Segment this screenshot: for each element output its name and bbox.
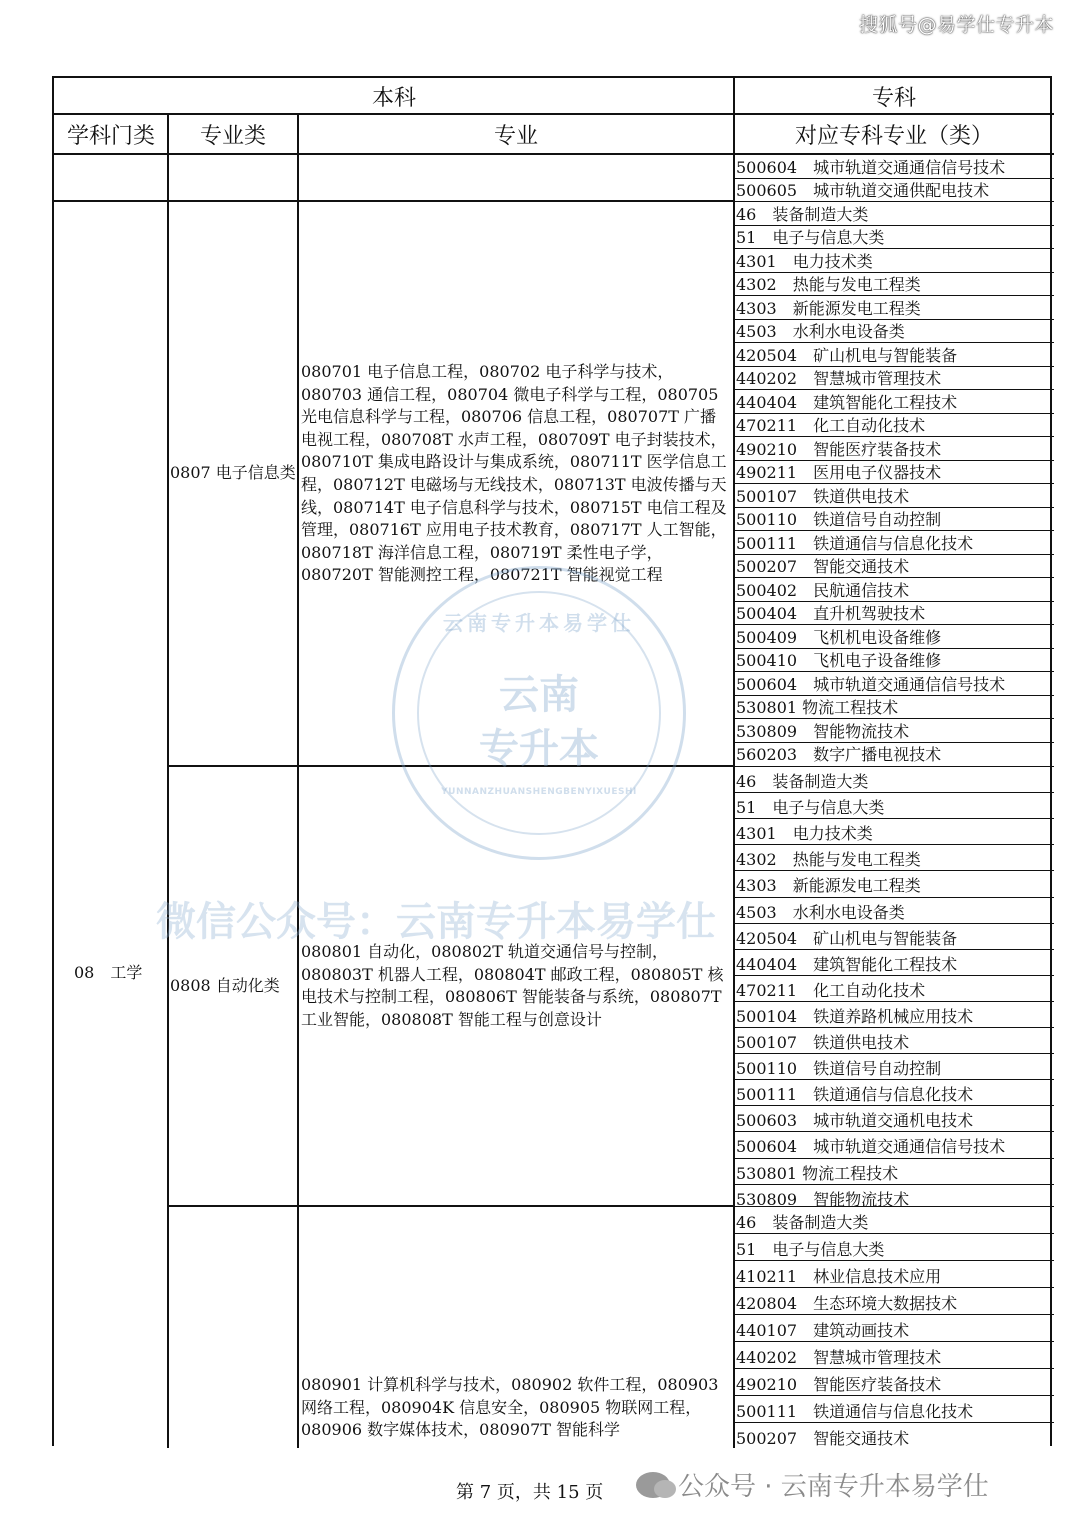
stamp-pinyin: YUNNANZHUANSHENGBENYIXUESHI bbox=[441, 787, 637, 797]
major-class-0808: 0808 自动化类 bbox=[170, 976, 280, 995]
zhuanke-row: 420504 矿山机电与智能装备 bbox=[734, 923, 1054, 949]
source-watermark: 搜狐号@易学仕专升本 bbox=[858, 14, 1054, 36]
zhuanke-row: 440404 建筑智能化工程技术 bbox=[734, 949, 1054, 975]
zhuanke-row: 46 装备制造大类 bbox=[734, 1206, 1054, 1233]
header-benke: 本科 bbox=[371, 85, 416, 111]
zhuanke-row: 470211 化工自动化技术 bbox=[734, 413, 1054, 437]
zhuanke-row: 500110 铁道信号自动控制 bbox=[734, 507, 1054, 531]
zhuanke-row: 560203 数字广播电视技术 bbox=[734, 742, 1054, 766]
major-class-0807: 0807 电子信息类 bbox=[170, 463, 296, 482]
header-major-class: 专业类 bbox=[199, 123, 266, 149]
wechat-icon bbox=[636, 1472, 670, 1498]
zhuanke-row: 4301 电力技术类 bbox=[734, 818, 1054, 844]
wechat-account-mark bbox=[636, 1466, 989, 1503]
zhuanke-row: 500111 铁道通信与信息化技术 bbox=[734, 1079, 1054, 1105]
zhuanke-row: 530801 物流工程技术 bbox=[734, 1158, 1054, 1184]
zhuanke-row: 500110 铁道信号自动控制 bbox=[734, 1053, 1054, 1079]
stamp-arc-text: 云南专升本易学仕 bbox=[443, 611, 635, 635]
zhuanke-row: 51 电子与信息大类 bbox=[734, 225, 1054, 249]
zhuanke-row: 500107 铁道供电技术 bbox=[734, 483, 1054, 507]
zhuanke-row: 500605 城市轨道交通供配电技术 bbox=[734, 178, 1054, 202]
zhuanke-row: 46 装备制造大类 bbox=[734, 766, 1054, 792]
zhuanke-row: 490211 医用电子仪器技术 bbox=[734, 460, 1054, 484]
zhuanke-row: 500104 铁道养路机械应用技术 bbox=[734, 1001, 1054, 1027]
zhuanke-row: 46 装备制造大类 bbox=[734, 201, 1054, 225]
zhuanke-row: 4301 电力技术类 bbox=[734, 248, 1054, 272]
zhuanke-row: 500409 飞机机电设备维修 bbox=[734, 624, 1054, 648]
zhuanke-row: 500604 城市轨道交通通信信号技术 bbox=[734, 154, 1054, 178]
zhuanke-row: 51 电子与信息大类 bbox=[734, 1233, 1054, 1260]
zhuanke-row: 4302 热能与发电工程类 bbox=[734, 272, 1054, 296]
zhuanke-row: 500410 飞机电子设备维修 bbox=[734, 648, 1054, 672]
zhuanke-row: 500404 直升机驾驶技术 bbox=[734, 601, 1054, 625]
zhuanke-row: 440202 智慧城市管理技术 bbox=[734, 1341, 1054, 1368]
zhuanke-row: 500604 城市轨道交通通信信号技术 bbox=[734, 1131, 1054, 1157]
zhuanke-row: 500111 铁道通信与信息化技术 bbox=[734, 530, 1054, 554]
zhuanke-row: 4302 热能与发电工程类 bbox=[734, 844, 1054, 870]
zhuanke-row: 410211 林业信息技术应用 bbox=[734, 1260, 1054, 1287]
wechat-watermark: 微信公众号：云南专升本易学仕 bbox=[156, 899, 716, 945]
page-number: 第 7 页，共 15 页 bbox=[456, 1482, 604, 1503]
header-zhuanke-major: 对应专科专业（类） bbox=[794, 123, 993, 149]
zhuanke-row: 4503 水利水电设备类 bbox=[734, 897, 1054, 923]
zhuanke-row: 530809 智能物流技术 bbox=[734, 1184, 1054, 1210]
zhuanke-row: 4303 新能源发电工程类 bbox=[734, 870, 1054, 896]
zhuanke-row: 500604 城市轨道交通通信信号技术 bbox=[734, 671, 1054, 695]
zhuanke-row: 490210 智能医疗装备技术 bbox=[734, 1368, 1054, 1395]
majors-0809: 080901 计算机科学与技术，080902 软件工程，080903 网络工程，080904K 信息安全，080905 物联网工程，080906 数字媒体技术，080907T 智能科学 bbox=[301, 1375, 719, 1440]
zhuanke-row: 500207 智能交通技术 bbox=[734, 1422, 1054, 1449]
stamp-line2: 专升本 bbox=[479, 726, 599, 772]
zhuanke-row: 440107 建筑动画技术 bbox=[734, 1314, 1054, 1341]
zhuanke-row: 4503 水利水电设备类 bbox=[734, 319, 1054, 343]
discipline-label: 08 工学 bbox=[74, 963, 143, 982]
majors-0807: 080701 电子信息工程，080702 电子科学与技术，080703 通信工程，080704 微电子科学与工程，080705 光电信息科学与工程，080706 信息工程，080707T 广播电视工程，080708T 水声工程，080709T 电子封装技术，080710T 集成电路设计与集成系统，080711T 医学信息工程，080712T 电磁场与无线技术，080713T 电波传播与天线，080714T 电子信息科学与技术，080715T 电信工程及管理，080716T 应用电子技术教育，080717T 人工智能，080718T 海洋信息工程，080719T 柔性电子学，080720T 智能测控工程，080721T 智能视觉工程 bbox=[301, 362, 727, 585]
zhuanke-row: 530801 物流工程技术 bbox=[734, 695, 1054, 719]
zhuanke-row: 51 电子与信息大类 bbox=[734, 792, 1054, 818]
zhuanke-row: 440404 建筑智能化工程技术 bbox=[734, 389, 1054, 413]
header-zhuanke: 专科 bbox=[871, 85, 916, 111]
zhuanke-row: 470211 化工自动化技术 bbox=[734, 975, 1054, 1001]
wechat-account-label: 公众号 · 云南专升本易学仕 bbox=[678, 1472, 989, 1502]
zhuanke-row: 490210 智能医疗装备技术 bbox=[734, 436, 1054, 460]
majors-0808: 080801 自动化，080802T 轨道交通信号与控制，080803T 机器人工程，080804T 邮政工程，080805T 核电技术与控制工程，080806T 智能装备与系统，080807T 工业智能，080808T 智能工程与创意设计 bbox=[301, 942, 724, 1029]
stamp-line1: 云南 bbox=[499, 672, 579, 718]
zhuanke-row: 500107 铁道供电技术 bbox=[734, 1027, 1054, 1053]
zhuanke-row: 500402 民航通信技术 bbox=[734, 577, 1054, 601]
zhuanke-row: 420804 生态环境大数据技术 bbox=[734, 1287, 1054, 1314]
header-discipline: 学科门类 bbox=[66, 123, 155, 149]
zhuanke-row: 500603 城市轨道交通机电技术 bbox=[734, 1105, 1054, 1131]
zhuanke-row: 530809 智能物流技术 bbox=[734, 718, 1054, 742]
header-major: 专业 bbox=[493, 123, 538, 149]
zhuanke-row: 500111 铁道通信与信息化技术 bbox=[734, 1395, 1054, 1422]
zhuanke-row: 500207 智能交通技术 bbox=[734, 554, 1054, 578]
major-table bbox=[52, 76, 1052, 1446]
zhuanke-row: 4303 新能源发电工程类 bbox=[734, 295, 1054, 319]
zhuanke-row: 420504 矿山机电与智能装备 bbox=[734, 342, 1054, 366]
zhuanke-row: 440202 智慧城市管理技术 bbox=[734, 366, 1054, 390]
